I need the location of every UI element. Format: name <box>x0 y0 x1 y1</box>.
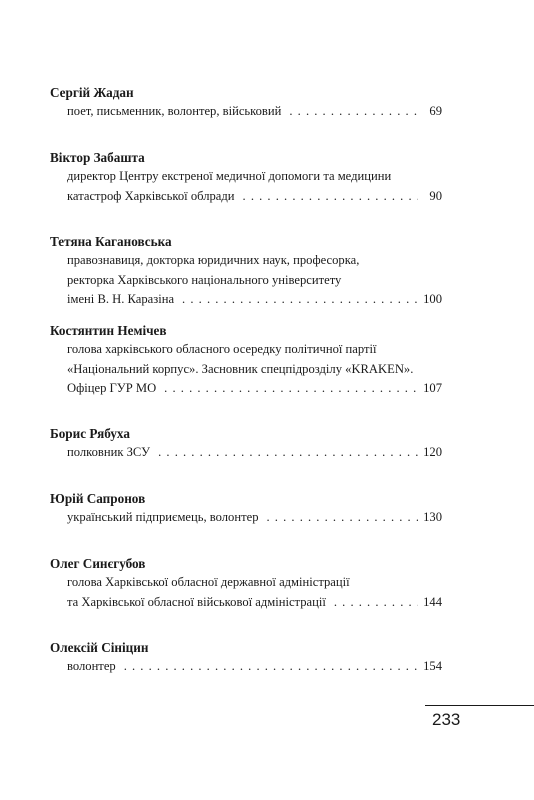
page-number: 100 <box>423 292 442 307</box>
toc-leader-line <box>67 379 442 399</box>
toc-leader-line <box>67 443 442 463</box>
page-number: 107 <box>423 381 442 396</box>
toc-leader-line <box>67 102 442 122</box>
description-text: волонтер <box>67 659 116 673</box>
page-folio-number: 233 <box>432 710 461 729</box>
toc-leader-line <box>67 508 442 528</box>
person-name: Олег Синєгубов <box>50 556 146 571</box>
description-line: директор Центру екстреної медичної допомоги та медицини <box>67 169 392 183</box>
person-name: Костянтин Немічев <box>50 323 167 338</box>
person-description <box>67 573 442 612</box>
person-description <box>67 167 442 206</box>
description-line: «Національний корпус». Засновник спецпідрозділу «KRAKEN». <box>67 361 414 376</box>
page-number: 154 <box>423 659 442 673</box>
description-text: поет, письменник, волонтер, військовий <box>67 104 282 118</box>
dot-leader <box>235 187 418 207</box>
person-description <box>67 657 442 677</box>
person-name: Сергій Жадан <box>50 85 134 100</box>
description-text: катастроф Харківської облради <box>67 188 235 203</box>
person-name: Тетяна Кагановська <box>50 234 172 249</box>
description-text: та Харківської обласної військової адміністрації <box>67 594 326 609</box>
page-number: 130 <box>423 510 442 524</box>
dot-leader <box>116 657 418 677</box>
toc-leader-line <box>67 593 442 613</box>
description-line: правознавиця, докторка юридичних наук, професорка, <box>67 253 360 267</box>
person-description <box>67 251 442 310</box>
page-number: 144 <box>423 594 442 609</box>
toc-leader-line <box>67 657 442 677</box>
description-text: Офіцер ГУР МО <box>67 381 157 396</box>
description-line: ректорка Харківського національного університету <box>67 272 342 287</box>
person-name: Олексій Сініцин <box>50 640 149 655</box>
toc-leader-line <box>67 290 442 310</box>
person-name: Юрій Сапронов <box>50 491 146 506</box>
description-text: імені В. Н. Каразіна <box>67 292 175 307</box>
description-text: полковник ЗСУ <box>67 445 151 459</box>
dot-leader <box>326 593 418 613</box>
person-name: Віктор Забашта <box>50 150 145 165</box>
page-number: 90 <box>429 188 442 203</box>
dot-leader <box>259 508 419 528</box>
dot-leader <box>150 443 418 463</box>
person-description <box>67 102 442 122</box>
folio-rule <box>425 705 534 706</box>
dot-leader <box>174 290 418 310</box>
dot-leader <box>156 379 418 399</box>
description-text: український підприємець, волонтер <box>67 510 259 524</box>
person-name: Борис Рябуха <box>50 426 130 441</box>
person-description <box>67 340 442 399</box>
description-line: голова Харківської обласної державної адміністрації <box>67 575 350 589</box>
description-line: голова харківського обласного осередку політичної партії <box>67 342 377 356</box>
page-number: 69 <box>429 104 442 118</box>
page-number: 120 <box>423 445 442 459</box>
toc-leader-line <box>67 187 442 207</box>
dot-leader <box>281 102 418 122</box>
person-description <box>67 443 442 463</box>
person-description <box>67 508 442 528</box>
